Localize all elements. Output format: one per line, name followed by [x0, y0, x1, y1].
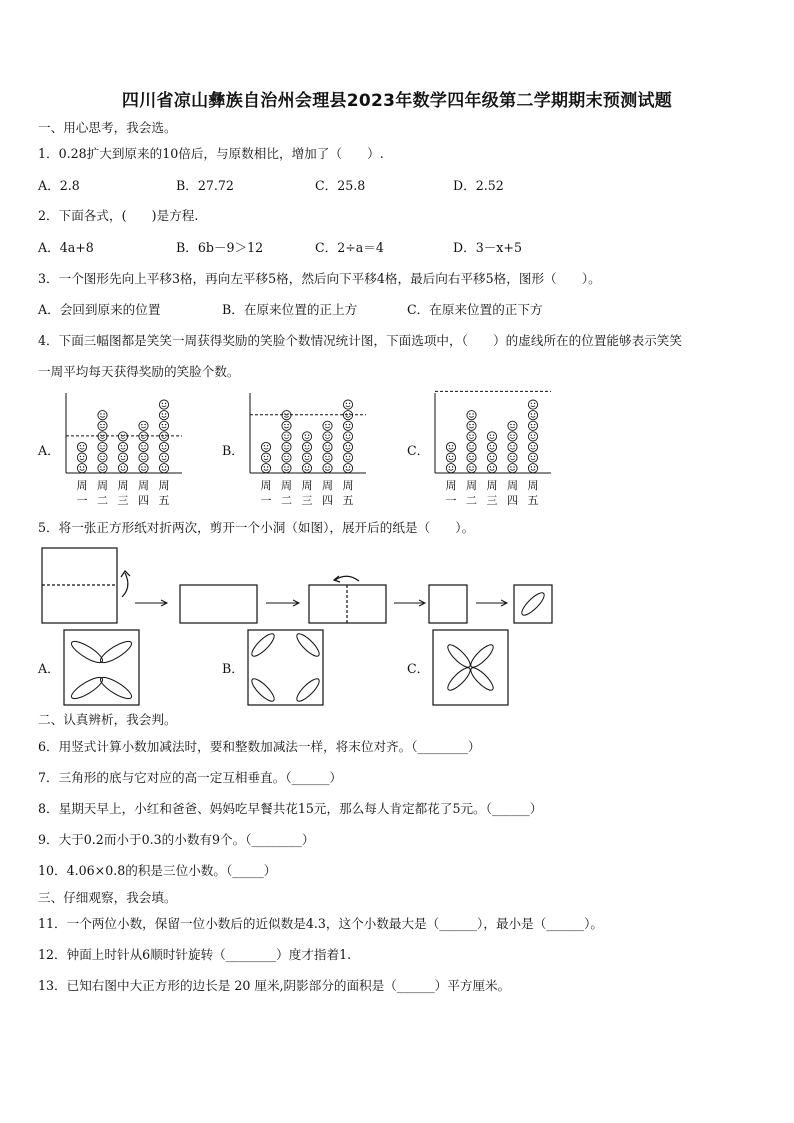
day-label-bottom: 一	[445, 494, 457, 507]
smiley-icon	[446, 464, 455, 473]
smiley-icon	[343, 421, 352, 430]
day-label-top: 周	[486, 479, 498, 492]
smiley-icon	[508, 432, 517, 441]
smiley-icon	[159, 411, 168, 420]
day-label-bottom: 四	[322, 494, 333, 507]
q4-option-b-label[interactable]: B．	[222, 443, 244, 458]
day-label-top: 周	[158, 479, 170, 492]
smiley-icon	[282, 432, 291, 441]
smiley-icon	[487, 442, 496, 451]
smiley-icon	[282, 453, 291, 462]
day-label-top: 周	[138, 479, 149, 492]
arrow-1	[135, 600, 167, 606]
q2-option-a[interactable]: A．4a+8	[38, 240, 94, 255]
day-label-top: 周	[97, 479, 108, 492]
smiley-icon	[323, 453, 332, 462]
day-label-top: 周	[76, 479, 88, 492]
day-label-bottom: 三	[301, 494, 313, 507]
q3-option-b[interactable]: B．在原来位置的正上方	[222, 302, 358, 317]
smiley-icon	[98, 411, 107, 420]
question-1: 1．0.28扩大到原来的10倍后，与原数相比，增加了（ ）.	[38, 146, 384, 161]
question-12: 12．钟面上时针从6顺时针旋转（________）度才指着1.	[38, 947, 352, 962]
smiley-icon	[343, 453, 352, 462]
question-3: 3．一个图形先向上平移3格，再向左平移5格，然后向下平移4格，最后向右平移5格，图形（ ）。	[38, 271, 601, 286]
day-label-bottom: 二	[97, 494, 108, 507]
arrow-4	[476, 600, 507, 606]
q1-option-c[interactable]: C．25.8	[315, 178, 366, 193]
smiley-icon	[467, 411, 476, 420]
smiley-icon	[528, 421, 537, 430]
folded-once-rectangle	[180, 585, 257, 623]
smiley-icon	[282, 442, 291, 451]
smiley-icon	[118, 453, 127, 462]
day-label-top: 周	[281, 479, 292, 492]
q5-option-b-figure[interactable]	[246, 628, 326, 708]
smiley-icon	[467, 432, 476, 441]
smiley-icon	[302, 442, 311, 451]
q3-option-a[interactable]: A．会回到原来的位置	[38, 302, 161, 317]
question-10: 10．4.06×0.8的积是三位小数。（_____）	[38, 863, 277, 878]
smiley-icon	[323, 421, 332, 430]
q5-option-c-figure[interactable]	[431, 628, 511, 708]
smiley-icon	[282, 464, 291, 473]
smiley-icon	[98, 442, 107, 451]
q1-option-a[interactable]: A．2.8	[38, 178, 80, 193]
question-9: 9．大于0.2而小于0.3的小数有9个。（________）	[38, 832, 315, 847]
smiley-icon	[261, 442, 270, 451]
smiley-icon	[302, 453, 311, 462]
smiley-icon	[528, 464, 537, 473]
smiley-icon	[282, 421, 291, 430]
question-4-line-1: 4．下面三幅图都是笑笑一周获得奖励的笑脸个数情况统计图，下面选项中，（ ）的虚线所在的位置能够表示笑笑	[38, 333, 682, 348]
section-heading-3: 三、仔细观察，我会填。	[38, 890, 177, 905]
smiley-icon	[467, 453, 476, 462]
smiley-icon	[159, 453, 168, 462]
smiley-icon	[446, 442, 455, 451]
smiley-icon	[98, 453, 107, 462]
day-label-top: 周	[301, 479, 313, 492]
day-label-bottom: 四	[507, 494, 518, 507]
day-label-bottom: 二	[281, 494, 292, 507]
smiley-icon	[139, 464, 148, 473]
folded-twice-square	[429, 585, 467, 623]
unfolded-square	[42, 548, 130, 623]
question-4-line-2: 一周平均每天获得奖励的笑脸个数。	[38, 364, 240, 379]
smiley-icon	[98, 464, 107, 473]
smiley-icon	[343, 464, 352, 473]
arrow-3	[394, 600, 425, 606]
smiley-icon	[98, 421, 107, 430]
q4-chart-a	[58, 390, 190, 512]
q5-option-a-label[interactable]: A．	[38, 661, 60, 676]
day-label-top: 周	[322, 479, 333, 492]
day-label-top: 周	[507, 479, 518, 492]
smiley-icon	[282, 411, 291, 420]
q5-option-b-label[interactable]: B．	[222, 661, 244, 676]
day-label-bottom: 一	[76, 494, 88, 507]
smiley-icon	[487, 432, 496, 441]
smiley-icon	[487, 464, 496, 473]
day-label-bottom: 三	[486, 494, 498, 507]
smiley-icon	[323, 432, 332, 441]
question-11: 11．一个两位小数，保留一位小数后的近似数是4.3，这个小数最大是（______），最小是（______）。	[38, 916, 603, 931]
day-label-top: 周	[260, 479, 272, 492]
section-heading-2: 二、认真辨析，我会判。	[38, 712, 177, 727]
day-label-top: 周	[527, 479, 539, 492]
smiley-icon	[467, 442, 476, 451]
smiley-icon	[261, 464, 270, 473]
smiley-icon	[323, 464, 332, 473]
q2-option-d[interactable]: D．3－x+5	[453, 240, 522, 255]
smiley-icon	[159, 421, 168, 430]
day-label-bottom: 五	[342, 494, 354, 507]
day-label-bottom: 五	[527, 494, 539, 507]
question-13: 13．已知右图中大正方形的边长是 20 厘米,阴影部分的面积是（______）平方厘米。	[38, 978, 511, 993]
q1-option-b[interactable]: B．27.72	[176, 178, 234, 193]
smiley-icon	[528, 400, 537, 409]
smiley-icon	[508, 421, 517, 430]
question-7: 7．三角形的底与它对应的高一定互相垂直。（______）	[38, 770, 342, 785]
q5-option-c-label[interactable]: C．	[407, 661, 430, 676]
smiley-icon	[77, 453, 86, 462]
day-label-top: 周	[117, 479, 129, 492]
smiley-icon	[323, 442, 332, 451]
smiley-icon	[139, 453, 148, 462]
day-label-top: 周	[342, 479, 354, 492]
question-6: 6．用竖式计算小数加减法时，要和整数加减法一样，将末位对齐。（________）	[38, 739, 481, 754]
section-heading-1: 一、用心思考，我会选。	[38, 120, 177, 135]
smiley-icon	[467, 421, 476, 430]
smiley-icon	[528, 411, 537, 420]
page-title: 四川省凉山彝族自治州会理县2023年数学四年级第二学期期末预测试题	[121, 91, 673, 111]
smiley-icon	[77, 464, 86, 473]
question-2: 2．下面各式，( )是方程.	[38, 208, 199, 223]
q1-option-d[interactable]: D．2.52	[453, 178, 504, 193]
smiley-icon	[118, 442, 127, 451]
day-label-bottom: 五	[158, 494, 170, 507]
q2-option-c[interactable]: C．2÷a＝4	[315, 240, 384, 255]
smiley-icon	[77, 442, 86, 451]
day-label-top: 周	[466, 479, 477, 492]
smiley-icon	[446, 453, 455, 462]
day-label-bottom: 四	[138, 494, 149, 507]
q4-chart-c	[427, 390, 559, 512]
q4-option-c-label[interactable]: C．	[407, 443, 430, 458]
day-label-bottom: 一	[260, 494, 272, 507]
smiley-icon	[467, 464, 476, 473]
q4-option-a-label[interactable]: A．	[38, 443, 60, 458]
smiley-icon	[139, 442, 148, 451]
smiley-icon	[528, 442, 537, 451]
smiley-icon	[261, 453, 270, 462]
smiley-icon	[508, 453, 517, 462]
smiley-icon	[528, 432, 537, 441]
folded-rectangle-with-fold-line	[309, 576, 386, 623]
smiley-icon	[159, 464, 168, 473]
arrow-2	[266, 600, 299, 606]
q2-option-b[interactable]: B．6b－9＞12	[176, 240, 264, 255]
cut-square	[514, 585, 552, 623]
day-label-top: 周	[445, 479, 457, 492]
question-8: 8．星期天早上，小红和爸爸、妈妈吃早餐共花15元，那么每人肯定都花了5元。（______）	[38, 801, 543, 816]
smiley-icon	[508, 464, 517, 473]
smiley-icon	[343, 442, 352, 451]
smiley-icon	[118, 464, 127, 473]
q4-chart-b	[242, 390, 374, 512]
smiley-icon	[139, 421, 148, 430]
smiley-icon	[343, 432, 352, 441]
smiley-icon	[487, 453, 496, 462]
smiley-icon	[528, 453, 537, 462]
smiley-icon	[302, 464, 311, 473]
q5-option-a-figure[interactable]	[62, 628, 142, 708]
smiley-icon	[159, 400, 168, 409]
smiley-icon	[343, 400, 352, 409]
q5-folding-sequence	[36, 545, 561, 627]
day-label-bottom: 二	[466, 494, 477, 507]
question-5: 5．将一张正方形纸对折两次，剪开一个小洞（如图），展开后的纸是（ ）。	[38, 520, 475, 535]
day-label-bottom: 三	[117, 494, 129, 507]
smiley-icon	[302, 432, 311, 441]
smiley-icon	[159, 442, 168, 451]
smiley-icon	[508, 442, 517, 451]
q3-option-c[interactable]: C．在原来位置的正下方	[407, 302, 543, 317]
smiley-icon	[343, 411, 352, 420]
